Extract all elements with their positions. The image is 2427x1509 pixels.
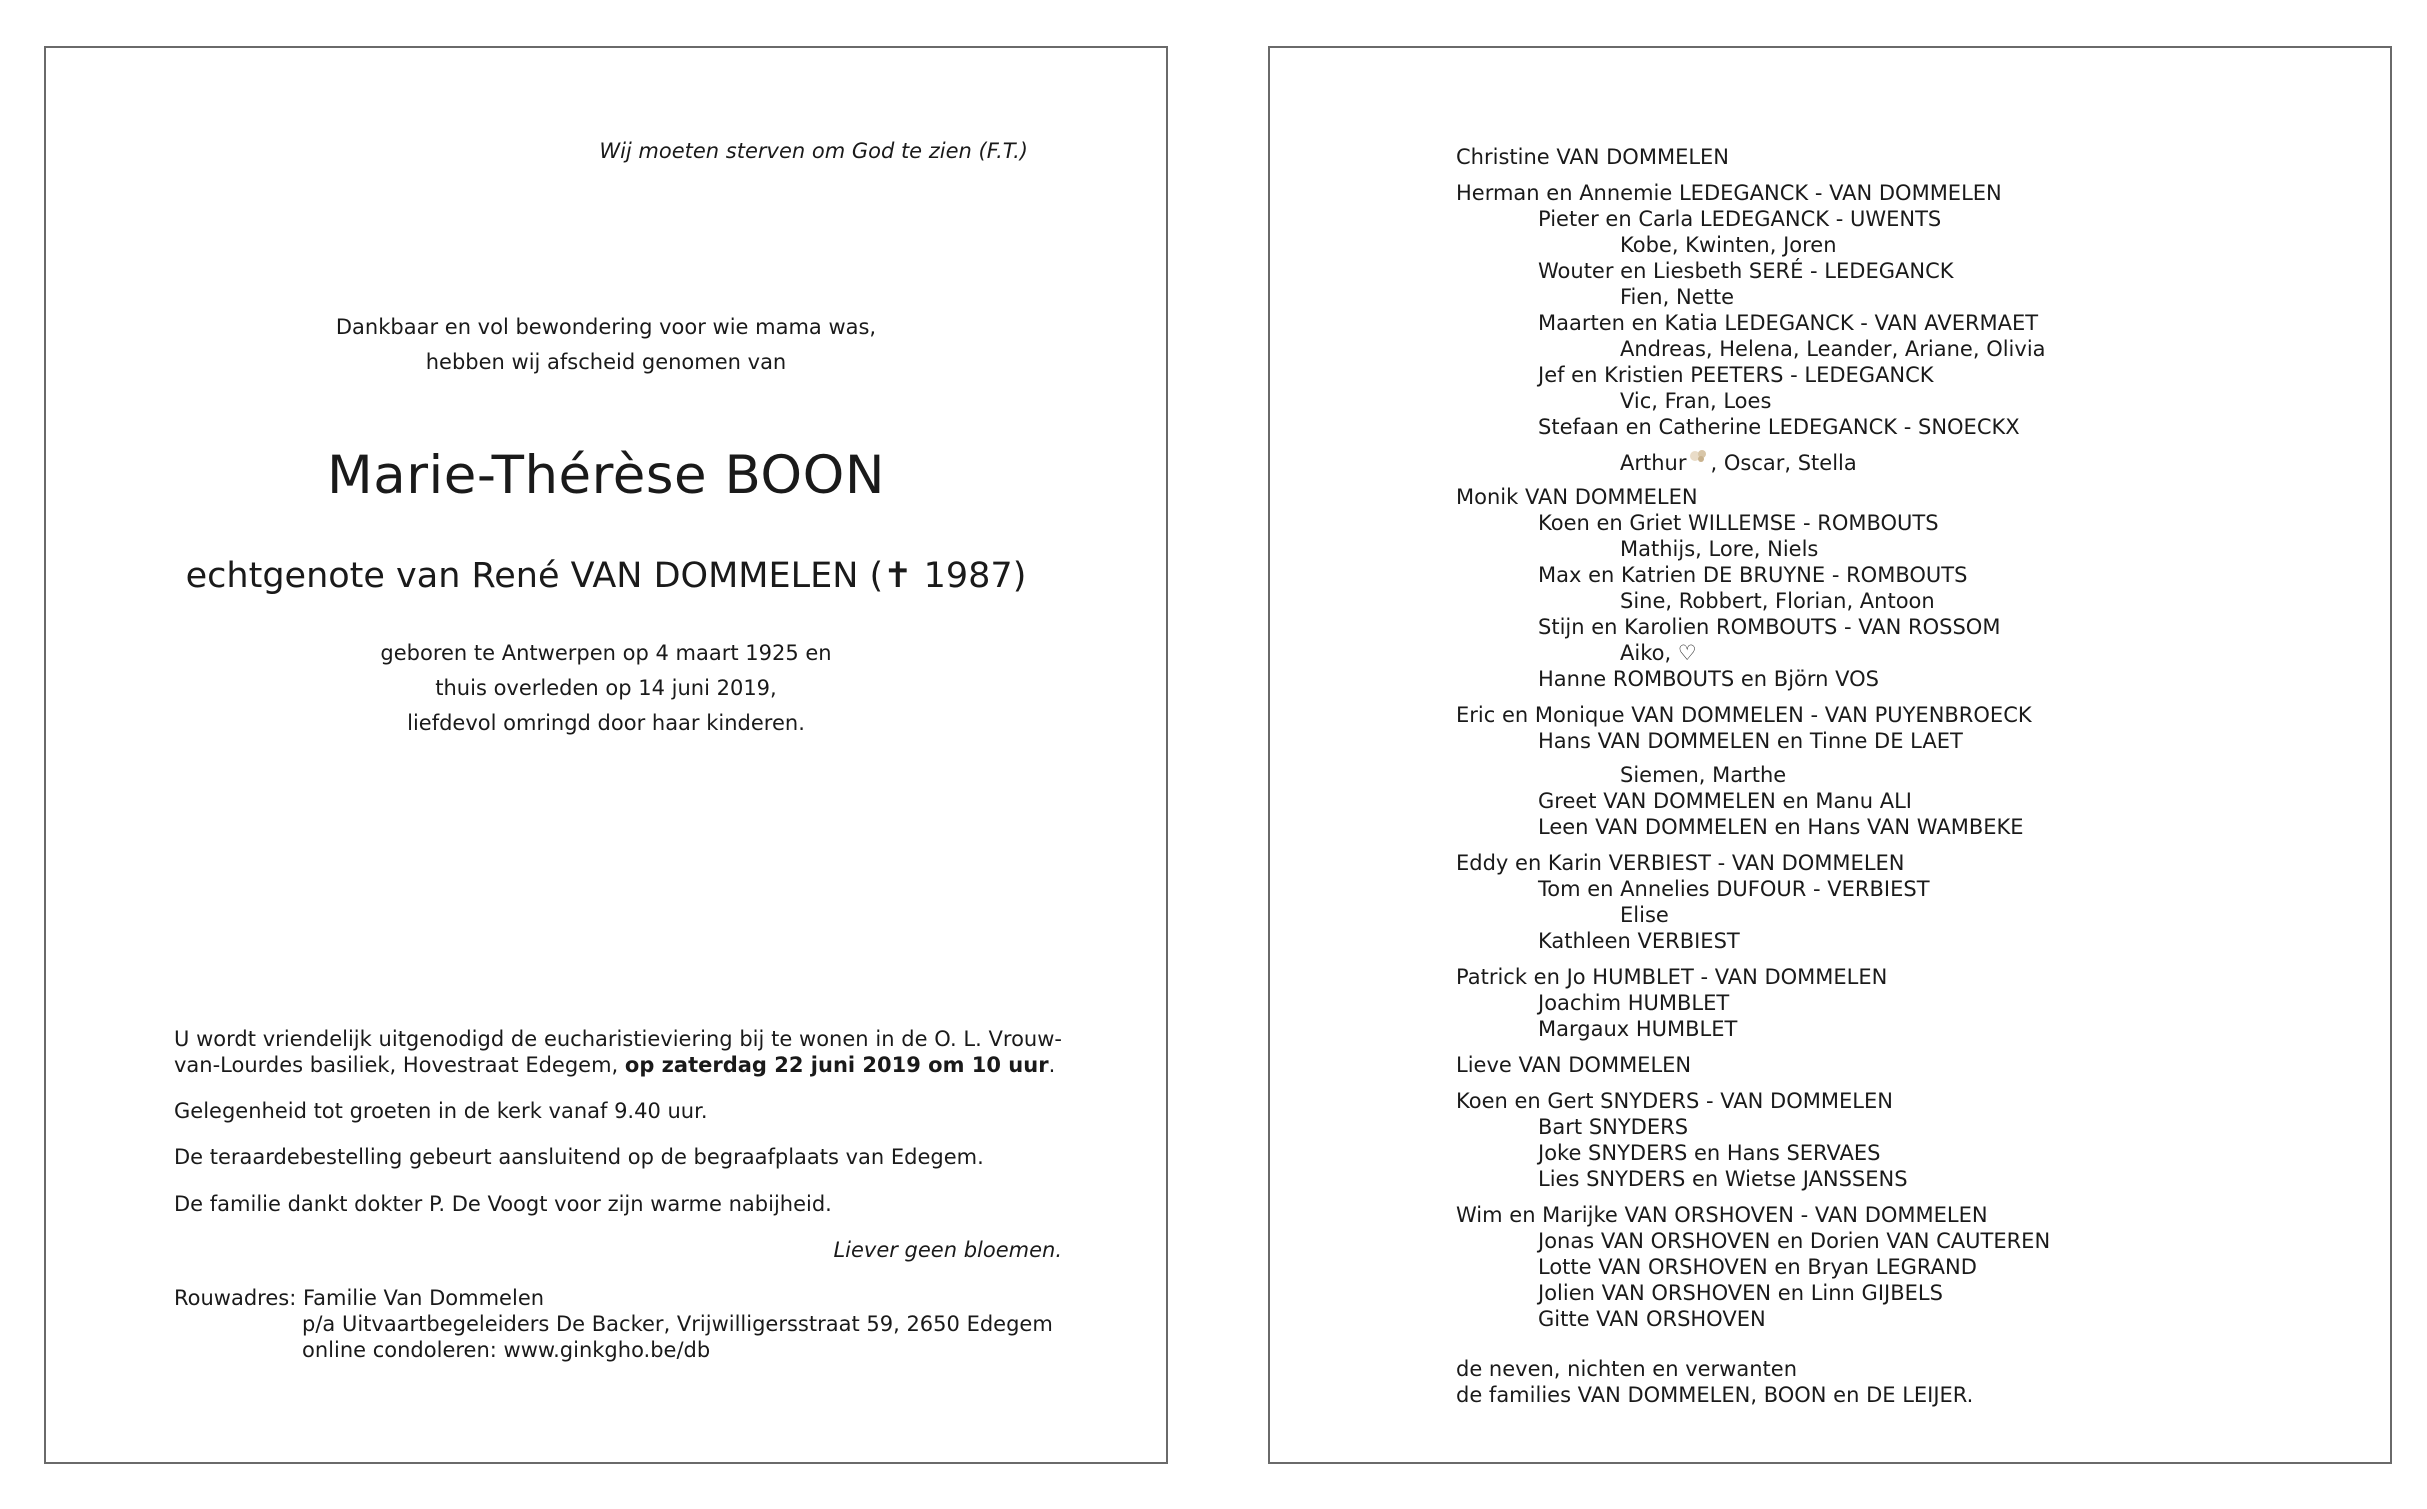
mourning-address [174, 1285, 1062, 1363]
closing-line: de neven, nichten en verwanten [1456, 1357, 1798, 1381]
family-text: Jef en Kristien PEETERS - LEDEGANCK [1538, 363, 1934, 387]
family-member [1456, 928, 2050, 954]
family-member [1456, 814, 2050, 840]
family-head [1456, 964, 2050, 990]
family-text: Bart SNYDERS [1538, 1115, 1689, 1139]
family-text: Leen VAN DOMMELEN en Hans VAN WAMBEKE [1538, 815, 2024, 839]
family-text: Patrick en Jo HUMBLET - VAN DOMMELEN [1456, 965, 1888, 989]
death-line: thuis overleden op 14 juni 2019, [435, 676, 777, 700]
birth-death-text [46, 636, 1166, 741]
family-text: Vic, Fran, Loes [1620, 389, 1772, 413]
mass-invitation [174, 1026, 1062, 1078]
family-member [1456, 1140, 2050, 1166]
family-text: Kobe, Kwinten, Joren [1620, 233, 1837, 257]
family-text-rest: , Oscar, Stella [1710, 451, 1857, 475]
family-text: Fien, Nette [1620, 285, 1734, 309]
grandchildren [1456, 284, 2050, 310]
family-text: Wim en Marijke VAN ORSHOVEN - VAN DOMMELEN [1456, 1203, 1988, 1227]
family-text: Eric en Monique VAN DOMMELEN - VAN PUYENBROECK [1456, 703, 2032, 727]
family-text: Aiko, ♡ [1620, 641, 1697, 665]
family-member [1456, 614, 2050, 640]
family-text: Stijn en Karolien ROMBOUTS - VAN ROSSOM [1538, 615, 2001, 639]
spacer [1456, 754, 2050, 762]
family-text: Lotte VAN ORSHOVEN en Bryan LEGRAND [1538, 1255, 1977, 1279]
flower-icon [1687, 448, 1711, 464]
family-head [1456, 1202, 2050, 1228]
intro-line: hebben wij afscheid genomen van [425, 350, 787, 374]
family-member [1456, 788, 2050, 814]
family-text: Pieter en Carla LEDEGANCK - UWENTS [1538, 207, 1942, 231]
family-list [1456, 144, 2050, 1408]
mass-text: U wordt vriendelijk uitgenodigd de eucharistieviering bij te wonen in de O. L. Vrouw-van-Lourdes basiliek, Hovestraat Edegem, [174, 1027, 1062, 1077]
family-member [1456, 666, 2050, 692]
family-text: Wouter en Liesbeth SERÉ - LEDEGANCK [1538, 259, 1954, 283]
family-text: Max en Katrien DE BRUYNE - ROMBOUTS [1538, 563, 1968, 587]
grandchildren [1456, 536, 2050, 562]
family-group [1456, 702, 2050, 840]
family-text: Kathleen VERBIEST [1538, 929, 1740, 953]
family-text: Arthur [1620, 451, 1687, 475]
family-member [1456, 206, 2050, 232]
family-head [1456, 702, 2050, 728]
mass-date: op zaterdag 22 juni 2019 om 10 uur [624, 1053, 1049, 1077]
family-head [1456, 484, 2050, 510]
family-head [1456, 1052, 2050, 1078]
right-page [1268, 46, 2392, 1464]
family-text: Hans VAN DOMMELEN en Tinne DE LAET [1538, 729, 1963, 753]
motto: Wij moeten sterven om God te zien (F.T.) [599, 139, 1028, 163]
family-group [1456, 850, 2050, 954]
family-groups [1456, 144, 2050, 1332]
grandchildren [1456, 762, 2050, 788]
grandchildren [1456, 902, 2050, 928]
family-member [1456, 1228, 2050, 1254]
family-member [1456, 876, 2050, 902]
family-member [1456, 1306, 2050, 1332]
family-text: Siemen, Marthe [1620, 763, 1787, 787]
burial-info: De teraardebestelling gebeurt aansluitend op de begraafplaats van Edegem. [174, 1145, 984, 1169]
address-label: Rouwadres: Familie Van Dommelen [174, 1286, 545, 1310]
family-member [1456, 1166, 2050, 1192]
family-member [1456, 310, 2050, 336]
family-text: Lies SNYDERS en Wietse JANSSENS [1538, 1167, 1908, 1191]
family-text: Maarten en Katia LEDEGANCK - VAN AVERMAET [1538, 311, 2039, 335]
closing-line: de families VAN DOMMELEN, BOON en DE LEIJER. [1456, 1383, 1974, 1407]
family-member [1456, 1254, 2050, 1280]
family-member [1456, 728, 2050, 754]
family-member [1456, 1016, 2050, 1042]
family-text: Stefaan en Catherine LEDEGANCK - SNOECKX [1538, 415, 2020, 439]
greeting-info: Gelegenheid tot groeten in de kerk vanaf 9.40 uur. [174, 1099, 708, 1123]
family-text: Elise [1620, 903, 1669, 927]
family-text: Joachim HUMBLET [1538, 991, 1730, 1015]
family-text: Monik VAN DOMMELEN [1456, 485, 1698, 509]
family-member [1456, 510, 2050, 536]
family-text: Eddy en Karin VERBIEST - VAN DOMMELEN [1456, 851, 1905, 875]
family-group [1456, 1052, 2050, 1078]
family-text: Lieve VAN DOMMELEN [1456, 1053, 1692, 1077]
family-head [1456, 144, 2050, 170]
intro-line: Dankbaar en vol bewondering voor wie mama was, [335, 315, 877, 339]
family-group [1456, 180, 2050, 474]
family-text: Gitte VAN ORSHOVEN [1538, 1307, 1766, 1331]
family-member [1456, 562, 2050, 588]
grandchildren [1456, 388, 2050, 414]
deceased-name: Marie-Thérèse BOON [327, 445, 885, 506]
thanks-note: De familie dankt dokter P. De Voogt voor zijn warme nabijheid. [174, 1192, 832, 1216]
family-head [1456, 180, 2050, 206]
address-line: p/a Uitvaartbegeleiders De Backer, Vrijwilligersstraat 59, 2650 Edegem [302, 1312, 1053, 1336]
family-text: Koen en Griet WILLEMSE - ROMBOUTS [1538, 511, 1939, 535]
family-text: Jolien VAN ORSHOVEN en Linn GIJBELS [1538, 1281, 1943, 1305]
family-text: Koen en Gert SNYDERS - VAN DOMMELEN [1456, 1089, 1893, 1113]
family-text: Herman en Annemie LEDEGANCK - VAN DOMMELEN [1456, 181, 2002, 205]
mass-end: . [1048, 1053, 1056, 1077]
family-member [1456, 362, 2050, 388]
family-group [1456, 484, 2050, 692]
intro-text [46, 310, 1166, 380]
condolence-line: online condoleren: www.ginkgho.be/db [302, 1338, 711, 1362]
family-member [1456, 1280, 2050, 1306]
no-flowers-note: Liever geen bloemen. [833, 1238, 1062, 1262]
family-text: Greet VAN DOMMELEN en Manu ALI [1538, 789, 1912, 813]
left-page [44, 46, 1168, 1464]
family-text: Jonas VAN ORSHOVEN en Dorien VAN CAUTEREN [1538, 1229, 2051, 1253]
family-group [1456, 1202, 2050, 1332]
birth-line: geboren te Antwerpen op 4 maart 1925 en [380, 641, 832, 665]
grandchildren [1456, 588, 2050, 614]
family-text: Tom en Annelies DUFOUR - VERBIEST [1538, 877, 1930, 901]
grandchildren [1456, 232, 2050, 258]
grandchildren [1456, 640, 2050, 666]
family-text: Mathijs, Lore, Niels [1620, 537, 1819, 561]
family-member [1456, 990, 2050, 1016]
family-head [1456, 850, 2050, 876]
family-member [1456, 258, 2050, 284]
family-text: Margaux HUMBLET [1538, 1017, 1738, 1041]
family-head [1456, 1088, 2050, 1114]
closing-text [1456, 1356, 2050, 1408]
grandchildren [1456, 336, 2050, 362]
family-member [1456, 414, 2050, 440]
family-text: Sine, Robbert, Florian, Antoon [1620, 589, 1935, 613]
grandchildren [1456, 448, 2050, 474]
family-text: Hanne ROMBOUTS en Björn VOS [1538, 667, 1879, 691]
spacer [1456, 440, 2050, 448]
family-group [1456, 964, 2050, 1042]
family-member [1456, 1114, 2050, 1140]
family-group [1456, 144, 2050, 170]
family-line: liefdevol omringd door haar kinderen. [407, 711, 805, 735]
family-group [1456, 1088, 2050, 1192]
spouse-line: echtgenote van René VAN DOMMELEN (✝ 1987) [185, 556, 1027, 596]
family-text: Andreas, Helena, Leander, Ariane, Olivia [1620, 337, 2046, 361]
family-text: Joke SNYDERS en Hans SERVAES [1538, 1141, 1881, 1165]
family-text: Christine VAN DOMMELEN [1456, 145, 1730, 169]
